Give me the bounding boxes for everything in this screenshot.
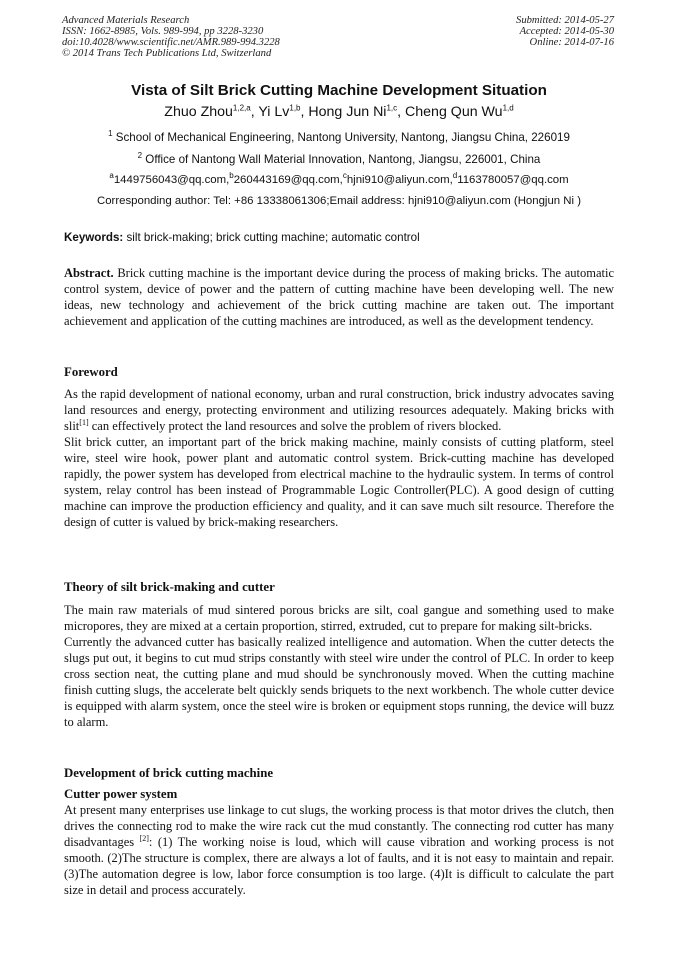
accepted-date: Accepted: 2014-05-30 — [519, 26, 614, 37]
journal-copyright: © 2014 Trans Tech Publications Ltd, Switzerland — [62, 48, 272, 59]
author-list — [0, 104, 678, 120]
paper-title: Vista of Silt Brick Cutting Machine Development Situation — [131, 82, 547, 99]
corresponding-author: Corresponding author: Tel: +86 13338061306;Email address: hjni910@aliyun.com (Hongjun Ni ) — [96, 195, 582, 207]
online-date: Online: 2014-07-16 — [529, 37, 614, 48]
journal-issn: ISSN: 1662-8985, Vols. 989-994, pp 3228-3230 — [62, 26, 264, 37]
email-link[interactable]: 260443169@qq.com, — [233, 174, 343, 186]
keywords — [64, 231, 420, 244]
section-heading-theory: Theory of silt brick-making and cutter — [64, 580, 275, 594]
author: Cheng Qun Wu$^{1,d}$ — [405, 103, 514, 120]
email-link[interactable]: hjni910@aliyun.com, — [346, 174, 453, 186]
citation-ref[interactable]: [1] — [79, 417, 89, 427]
citation-ref[interactable]: [2] — [139, 833, 149, 843]
email-link[interactable]: 1449756043@qq.com, — [113, 174, 230, 186]
paragraph: Slit brick cutter, an important part of the brick making machine, mainly consists of cutting platform, steel wire, steel wire hook, power plant and automatic control system. Brick-cutting machine has developed rapidly, the power system has developed from electrical machine to the hydraulic system. In terms of control system, relay control has been instead of Programmable Logic Controller(PLC). A good design of cutting machine can improve the production efficiency and quality, and it can save much silt resource. Therefore the design of cutter is valued by brick-making researchers. — [64, 435, 614, 529]
journal-header — [62, 15, 280, 59]
affiliation-1: $^1$ School of Mechanical Engineering, Nantong University, Nantong, Jiangsu China, 226019 — [108, 129, 570, 144]
section-heading-development: Development of brick cutting machine — [64, 766, 273, 780]
abstract-label: Abstract. — [64, 266, 114, 280]
paragraph: The main raw materials of mud sintered porous bricks are silt, coal gangue and something used to make micropores, they are mixed at a certain proportion, stirred, extruded, cut to prepare for making silt-bricks. — [64, 603, 614, 633]
theory-body — [64, 602, 614, 730]
journal-doi: doi:10.4028/www.scientific.net/AMR.989-994.3228 — [62, 37, 280, 48]
author: Hong Jun Ni$^{1,c}$, — [308, 103, 406, 120]
abstract-text: Brick cutting machine is the important device during the process of making bricks. The automatic control system, device of power and the pattern of cutting machine have been developing well. The new ideas, new technology and achievement of the brick cutting machine are taken out. The important achievement and application of the cutting machines are introduced, as well as the development tendency. — [64, 266, 614, 328]
development-body — [64, 802, 614, 898]
email-link[interactable]: 1163780057@qq.com — [457, 174, 569, 186]
journal-name: Advanced Materials Research — [62, 15, 190, 26]
keywords-text: silt brick-making; brick cutting machine; automatic control — [123, 231, 420, 244]
paragraph: Currently the advanced cutter has basically realized intelligence and automation. When the cutter detects the slugs put out, it begins to cut mud strips constantly with steel wire under the control of PLC. In order to keep cross section neat, the cutting plane and mud should be synchronously moved. When the cutting machine finish cutting slugs, the accelerate belt quickly sends briquets to the next workbench. The whole cutter device is equipped with alarm system, once the steel wire is broken or equipment stops running, the device will buzz to alarm. — [64, 635, 614, 729]
foreword-body — [64, 386, 614, 530]
paragraph: At present many enterprises use linkage to cut slugs, the working process is that motor drives the clutch, then drives the connecting rod to make the wire rack cut the mud constantly. The connecting rod cutter has many disadvantages [2]: (1) The working noise is loud, which will cause vibration and working process is not smooth. (2)The structure is complex, there are always a lot of faults, and it is not easy to maintain and repair. (3)The automation degree is low, labor force consumption is too large. (4)It is difficult to calculate the part size in detail and process accurately. — [64, 803, 614, 897]
author-emails: $^a$1449756043@qq.com,$^b$260443169@qq.com,$^c$hjni910@aliyun.com,$^d$1163780057@qq.com — [109, 171, 569, 186]
keywords-label: Keywords: — [64, 231, 124, 244]
section-heading-foreword: Foreword — [64, 365, 118, 379]
dates-header — [516, 15, 614, 48]
submitted-date: Submitted: 2014-05-27 — [516, 15, 614, 26]
paragraph: As the rapid development of national economy, urban and rural construction, brick industry advocates saving land resources and energy, protecting environment and utilizing resources adequately. Making bricks with slit[1] can effectively protect the land resources and solve the problem of rivers blocked. — [64, 387, 614, 433]
author: Yi Lv$^{1,b}$, — [258, 103, 309, 120]
abstract — [64, 265, 614, 329]
subsection-heading-power: Cutter power system — [64, 787, 178, 801]
author: Zhuo Zhou$^{1,2,a}$, — [164, 103, 259, 120]
affiliation-2: $^2$ Office of Nantong Wall Material Innovation, Nantong, Jiangsu, 226001, China — [137, 151, 541, 166]
